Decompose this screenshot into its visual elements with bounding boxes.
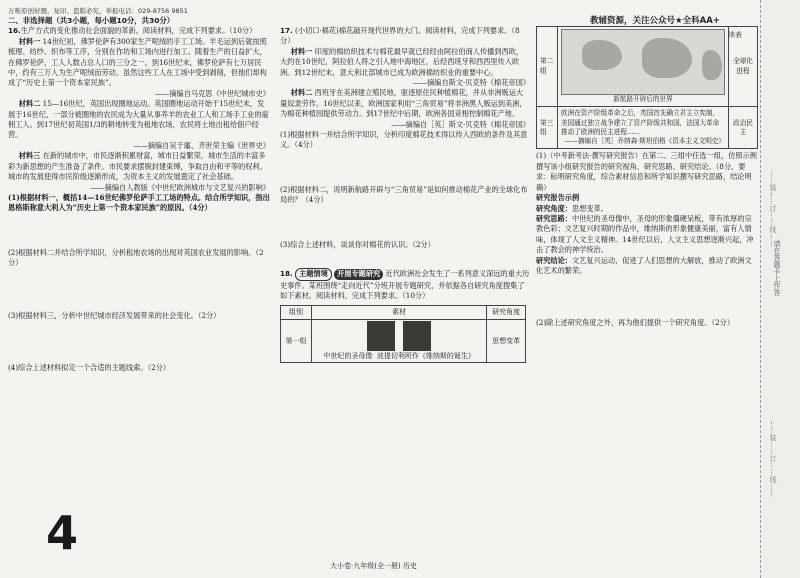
q16-m3-text: 在新的城市中，市民逐渐积累财富，城市日益繁荣，城市生活的丰富多彩为新思想的产生准备了条件。市民要求摆脱封建束缚，争取自由和平等的权利。城市的发展使得市民阶级逐渐形成，为资本主义的发展奠定了社会基础。 [8,151,267,182]
example-angle [536,204,758,214]
q17-question-1: (1)根据材料一并结合所学知识，分析印度棉花技术得以传入西欧的条件及其意义。（4分） [280,130,528,150]
q16-material-1 [8,37,270,89]
q17-stem [280,26,530,47]
binding-line: ……装……订……线…… [769,420,777,497]
q16-m3-source: ——摘编自人教版《中世纪欧洲城市与文艺复兴的影响》 [90,182,270,192]
q18-table [280,305,526,363]
answer-space[interactable] [8,214,270,248]
q18-stem [280,268,530,301]
group-cell: 第三组 [537,107,558,149]
material-cell [558,27,729,107]
angle-cell: 思想变革 [487,319,526,362]
q16-m1-text: 14世纪初，佛罗伦萨有300家生产呢绒的手工工场。羊毛运到后就按照梳理、纺纱、织布等工序，分别在作坊和工场内进行加工。随着生产的日益扩大，在佛罗伦萨，工人人数占总人口的三分之一。到16世纪末，佛罗伦萨有七万居民中，约有三万人为生产呢绒而劳动。虽然这些工人在工场中受到剥削，但他们却构成了“历史上第一个资本家民族”。 [8,36,267,88]
angle-label: 研究角度： [536,203,572,213]
q17-stem-text: (小切口·棉花)棉花敲开现代世界的大门。阅读材料，完成下列要求。（8分） [280,26,520,46]
q16-question-4: (4)综合上述材料拟定一个合适的主题线索。（2分） [8,362,171,372]
q16-m1-source: ——摘编自马克思《中世纪城市史》 [154,88,270,98]
example-title: 研究报告示例 [536,193,580,203]
binding-line: ……装……订……线…… [769,170,777,247]
answer-space[interactable] [280,250,530,268]
q16-number: 16. [8,26,21,36]
column-right [536,26,758,329]
q17-m1-label: 材料一 [290,46,313,56]
q16-question-2: (2)根据材料二并结合所学知识，分析租地农场的出现对英国农业发展的影响。（2分） [8,247,264,268]
q18-stem-text: 近代欧洲社会发生了一系列意义深远的重大历史事件。某班围绕“走向近代”分班开展专题研究，并依据各自研究角度搜集了如下素材。阅读材料，完成下列要求。（10分） [280,269,530,300]
page-footer: 大小卷·九年级(全一册) 历史 [330,562,417,570]
theme-badge: 主题情境 [295,268,332,280]
table-header: 研究角度 [487,306,526,319]
answer-space[interactable] [280,206,530,240]
side-note: 请在答题卡上作答 [773,240,781,296]
table-header: 组别 [281,306,312,319]
table-row [537,27,758,107]
answer-space[interactable] [280,151,530,185]
q16-material-2 [8,99,270,141]
q18-table-continued [536,26,758,149]
conclusion-label: 研究结论： [536,255,572,265]
q16-material-3 [8,151,270,182]
q16-m1-label: 材料一 [18,36,41,46]
column-middle [280,26,530,363]
world-map-image [561,29,725,95]
answer-space[interactable] [8,269,270,311]
map-caption: 新航路开辟后的世界 [613,95,673,103]
group-cell: 第二组 [537,27,558,107]
material-cell [558,107,729,149]
promo-header: 教辅资源，关注公众号★全科AA+ [590,16,720,26]
row3-text: 欧洲在资产阶级革命之后，英国首先确立君主立宪制，美国通过独立战争建立了资产阶级共和国，法国大革命推动了欧洲的民主进程…… [561,109,720,136]
answer-space[interactable] [8,321,270,363]
q16-m2-text: 15—16世纪，英国出现圈地运动。英国圈地运动开始于15世纪末，发展于16世纪，一部分被圈地的农民成为大量从事养羊的农业工人和工场手工业的雇佣工人。到17世纪初英国1/3的耕地转变为租地农场，农民将土地出租给佃户经营。 [8,99,269,140]
q16-question-1: (1)根据材料一，概括14—16世纪佛罗伦萨手工工场的特点。结合所学知识，指出恩格斯称意大利人为“历史上第一个资本家民族”的原因。（4分） [8,192,270,213]
conclusion-value: 文艺复兴运动，促进了人们思想的大解放，推动了欧洲文化艺术的繁荣。 [536,255,752,275]
madonna-image [367,321,395,351]
table-row [537,107,758,149]
q17-number: 17. [280,26,293,35]
row3-source: ——摘编自［英］乔纳森·斯坦伯格《资本主义文明史》 [564,137,725,146]
answer-space[interactable] [536,276,758,318]
page-number: 4 [46,506,79,560]
q17-m2-label: 材料二 [290,88,313,98]
q17-question-2: (2)根据材料二，说明新航路开辟与“三角贸易”是如何推动棉花产业的全球化布局的？（4分） [280,184,528,205]
image-caption-left: 中世纪的圣母像 [323,351,373,360]
image-caption-right: 波提切利所作《维纳斯的诞生》 [376,351,475,360]
q16-m3-label: 材料三 [18,151,41,161]
q18-question-2: (2)除上述研究角度之外，再为他们提供一个研究角度。（2分） [536,318,735,328]
q16-stem [8,26,270,36]
copyright-header: 万唯原创好题，复印、盗版必究，举报电话：029-8756 9851 [8,7,188,15]
q17-material-1 [280,47,530,78]
section-title: 二、非选择题（共3小题，每小题10分，共30分） [8,16,175,25]
column-left [8,16,270,373]
q17-question-3: (3)综合上述材料，谈谈你对棉花的认识。（2分） [280,239,435,249]
theme-tag: 开展专题研究 [334,269,383,279]
q16-m2-source: ——摘编自吴于廑、齐世荣主编《世界史》 [133,140,270,150]
angle-cell: 全球化进程 [729,27,758,107]
group-cell: 第一组 [281,319,312,362]
example-conclusion [536,256,758,277]
q17-m1-text: 印度的棉纺织技术与棉花最早就已经经由阿拉伯商人传播到西欧，大约在10世纪，阿拉伯人将之引入地中海地区，后经西班牙和西西里传入欧洲。到12世纪末，意大利北部城市已成为欧洲棉纺织业的重要中心。 [280,46,524,77]
angle-cell: 政治民主 [729,107,758,149]
table-header-row [281,306,526,319]
continued-tag: 续表 [728,31,742,39]
q18-number: 18. [280,269,293,279]
venus-image [403,321,431,351]
q16-question-3: (3)根据材料三，分析中世纪城市经济发展带来的社会变化。（2分） [8,310,221,320]
example-idea [536,214,758,256]
q16-stem-text: 生产方式的变化推动社会面貌的革新。阅读材料，完成下列要求。（10分） [20,26,257,36]
table-row [281,319,526,362]
q17-m2-source: ——摘编自［英］斯文·贝克特《棉花帝国》 [391,119,530,129]
idea-label: 研究思路： [536,213,572,223]
q18-question-1: (1)（中考新考法·撰写研究报告）在第二、三组中任选一组，仿照示例撰写该小组研究报告的研究视角、研究思路、研究结论。（8分，要求：标明研究角度，综合素材信息和所学知识撰写研究思路，结论明确） [536,151,757,192]
q17-m1-source: ——摘编自斯文·贝克特《棉花帝国》 [412,78,530,88]
q17-material-2 [280,88,530,119]
q16-m2-label: 材料二 [18,99,41,109]
table-header: 素材 [311,306,486,319]
material-cell [311,319,486,362]
q17-m2-text: 西班牙在美洲建立殖民地，驱逐原住民种植棉花，并从非洲贩运大量奴隶劳作。16世纪以来，欧洲国家利用“三角贸易”将非洲黑人贩运到美洲，为棉花种植园提供劳动力。到17世纪中后期，欧洲各国竞相控制棉花产地。 [280,88,527,119]
angle-value: 思想变革。 [571,203,608,213]
idea-value: 中世纪的圣母像中，圣母的形象僵硬呆板，带有浓厚的宗教色彩；文艺复兴时期的作品中，维纳斯的形象健康美丽，富有人情味，体现了人文主义精神。14世纪以后，人文主义思想逐渐兴起，冲击了教会的神学统治。 [536,213,754,255]
